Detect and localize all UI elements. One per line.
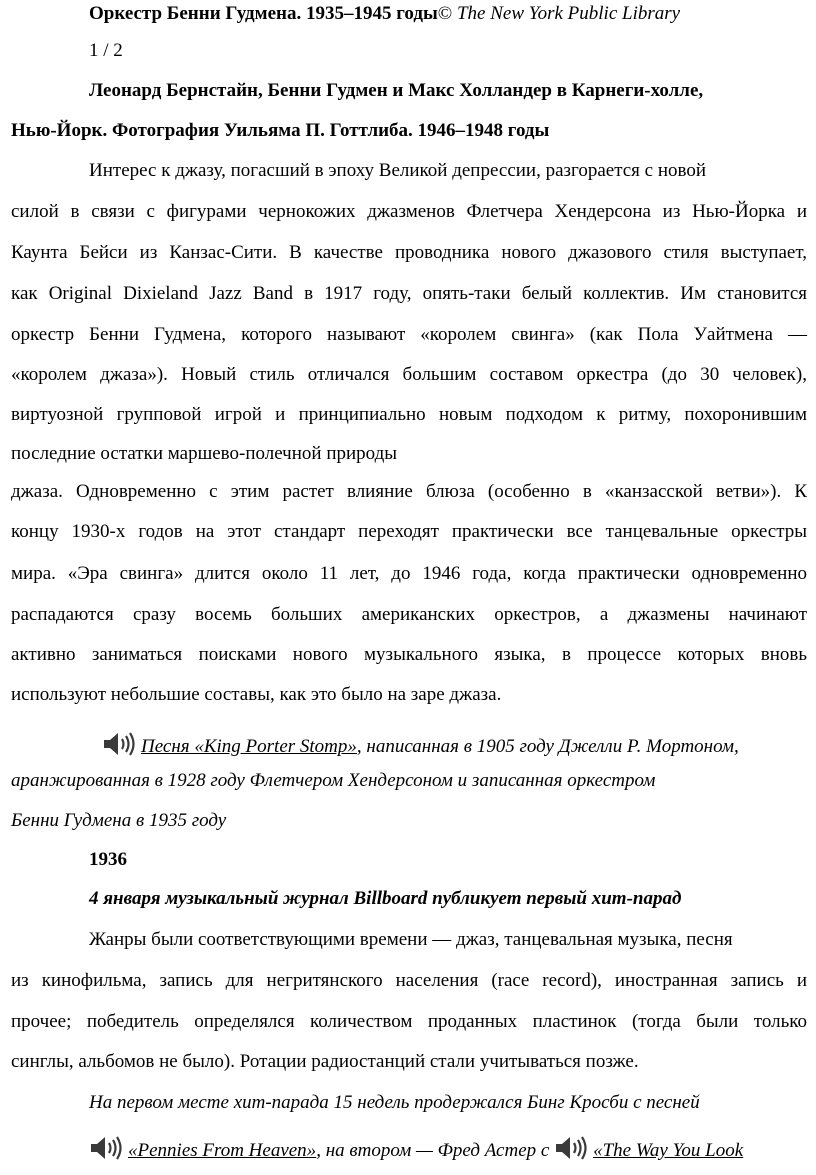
chart-line-1: На первом месте хит-парада 15 недель продержался Бинг Кросби с песней [89, 1092, 700, 1113]
para1-line-2: силой в связи с фигурами чернокожих джазменов Флетчера Хендерсона из Нью-Йорка и [11, 201, 807, 222]
para3-line-3: прочее; победитель определялся количеством проданных пластинок (тогда были только [11, 1011, 807, 1032]
para3-line-4: синглы, альбомов не было). Ротации радиостанций стали учитываться позже. [11, 1051, 639, 1072]
caption-line-2: Нью-Йорк. Фотография Уильяма П. Готтлиба. 1946–1948 годы [11, 120, 550, 141]
song-link[interactable]: Песня «King Porter Stomp» [141, 736, 357, 757]
header-title: Оркестр Бенни Гудмена. 1935–1945 годы [89, 3, 438, 24]
pager: 1 / 2 [89, 40, 123, 61]
para1-line-4: как Original Dixieland Jazz Band в 1917 году, опять-таки белый коллектив. Им становится [11, 283, 807, 304]
para1-line-8: последние остатки маршево-полечной природы [11, 443, 398, 464]
para1-line-1: Интерес к джазу, погасший в эпоху Великой депрессии, разгорается с новой [89, 160, 707, 181]
para3-line-1: Жанры были соответствующими времени — джаз, танцевальная музыка, песня [89, 929, 733, 950]
para2-line-1: джаза. Одновременно с этим растет влияние блюза (особенно в «канзасской ветви»). К [11, 481, 807, 502]
para2-line-2: концу 1930-х годов на этот стандарт переходят практически все танцевальные оркестры [11, 521, 807, 542]
para2-line-5: активно заниматься поисками нового музыкального языка, в процессе которых вновь [11, 644, 807, 665]
song-line-1 [102, 731, 807, 758]
speaker-icon[interactable] [554, 1135, 588, 1161]
speaker-icon[interactable] [102, 731, 136, 757]
para2-line-4: распадаются сразу восемь больших американских оркестров, а джазмены начинают [11, 604, 807, 625]
event-heading: 4 января музыкальный журнал Billboard публикует первый хит-парад [89, 888, 682, 909]
para2-line-3: мира. «Эра свинга» длится около 11 лет, до 1946 года, когда практически одновременно [11, 563, 807, 584]
pennies-link[interactable]: «Pennies From Heaven» [128, 1140, 317, 1161]
caption-line-1: Леонард Бернстайн, Бенни Гудмен и Макс Холландер в Карнеги-холле, [89, 80, 704, 101]
para2-line-6: используют небольшие составы, как это было на заре джаза. [11, 684, 502, 705]
speaker-icon[interactable] [89, 1135, 123, 1161]
year-heading: 1936 [89, 849, 127, 870]
song-line-3: Бенни Гудмена в 1935 году [11, 810, 227, 831]
way-you-look-link[interactable]: «The Way You Look [593, 1140, 744, 1161]
copyright-symbol: © [437, 3, 453, 24]
song-line-2: аранжированная в 1928 году Флетчером Хендерсоном и записанная оркестром [11, 770, 656, 791]
para1-line-7: виртуозной групповой игрой и принципиально новым подходом к ритму, похоронившим [11, 404, 807, 425]
song-description: , написанная в 1905 году Джелли Р. Мортоном, [356, 736, 739, 757]
header-source: The New York Public Library [452, 3, 681, 24]
chart-line-2 [89, 1135, 807, 1162]
para1-line-3: Каунта Бейси из Канзас-Сити. В качестве проводника нового джазового стиля выступает, [11, 242, 807, 263]
para3-line-2: из кинофильма, запись для негритянского населения (race record), иностранная запись и [11, 970, 807, 991]
para1-line-5: оркестр Бенни Гудмена, которого называют «королем свинга» (как Пола Уайтмена — [11, 324, 807, 345]
chart-mid-text: , на втором — Фред Астер с [316, 1140, 550, 1161]
header-line [89, 3, 807, 25]
para1-line-6: «королем джаза»). Новый стиль отличался большим составом оркестра (до 30 человек), [11, 364, 807, 385]
